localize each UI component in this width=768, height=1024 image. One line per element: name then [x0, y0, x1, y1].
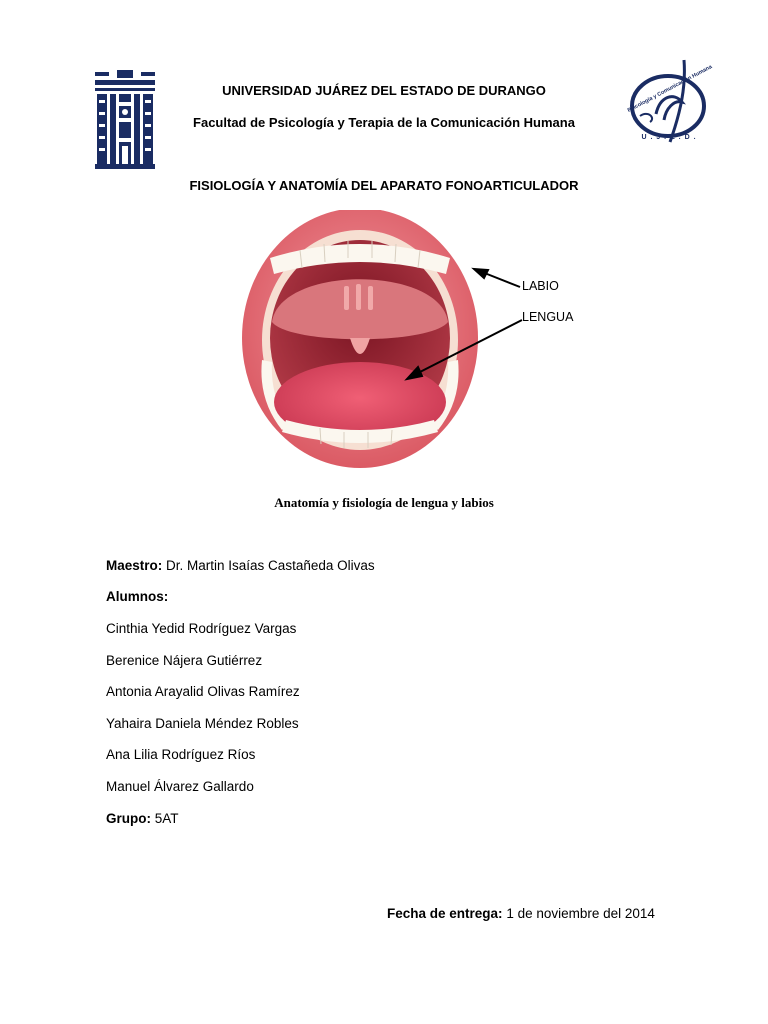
labio-arrow-line [482, 272, 520, 287]
teacher-label: Maestro: [106, 558, 163, 573]
faculty-logo [626, 56, 712, 148]
group-value: 5AT [154, 811, 179, 826]
student-name: Berenice Nájera Gutiérrez [106, 653, 263, 668]
delivery-date-value: 1 de noviembre del 2014 [506, 906, 655, 921]
label-labio: LABIO [522, 279, 559, 293]
faculty-logo-initials: U . J . E . D . [641, 134, 697, 141]
lengua-arrow-line [416, 320, 522, 374]
group-line [106, 811, 179, 826]
students-label: Alumnos: [106, 589, 169, 604]
faculty-name: Facultad de Psicología y Terapia de la Comunicación Humana [193, 115, 575, 130]
students-heading [106, 589, 168, 604]
label-lengua: LENGUA [522, 310, 574, 324]
group-label: Grupo: [106, 811, 151, 826]
faculty-logo-text: Psicología y Comunicación Humana [626, 64, 714, 114]
teacher-line [106, 558, 375, 573]
annotation-arrows [400, 260, 530, 390]
delivery-date-line [387, 906, 655, 921]
student-name: Yahaira Daniela Méndez Robles [106, 716, 299, 731]
delivery-date-label: Fecha de entrega: [387, 906, 503, 921]
student-name: Cinthia Yedid Rodríguez Vargas [106, 621, 297, 636]
student-name: Antonia Arayalid Olivas Ramírez [106, 684, 300, 699]
figure-caption: Anatomía y fisiología de lengua y labios [274, 495, 494, 510]
document-title: FISIOLOGÍA Y ANATOMÍA DEL APARATO FONOARTICULADOR [189, 178, 579, 193]
student-name: Manuel Álvarez Gallardo [106, 779, 254, 794]
lengua-arrowhead [407, 367, 422, 379]
student-name: Ana Lilia Rodríguez Ríos [106, 747, 256, 762]
labio-arrowhead [474, 269, 488, 278]
university-name: UNIVERSIDAD JUÁREZ DEL ESTADO DE DURANGO [222, 83, 546, 98]
teacher-name: Dr. Martin Isaías Castañeda Olivas [166, 558, 375, 573]
